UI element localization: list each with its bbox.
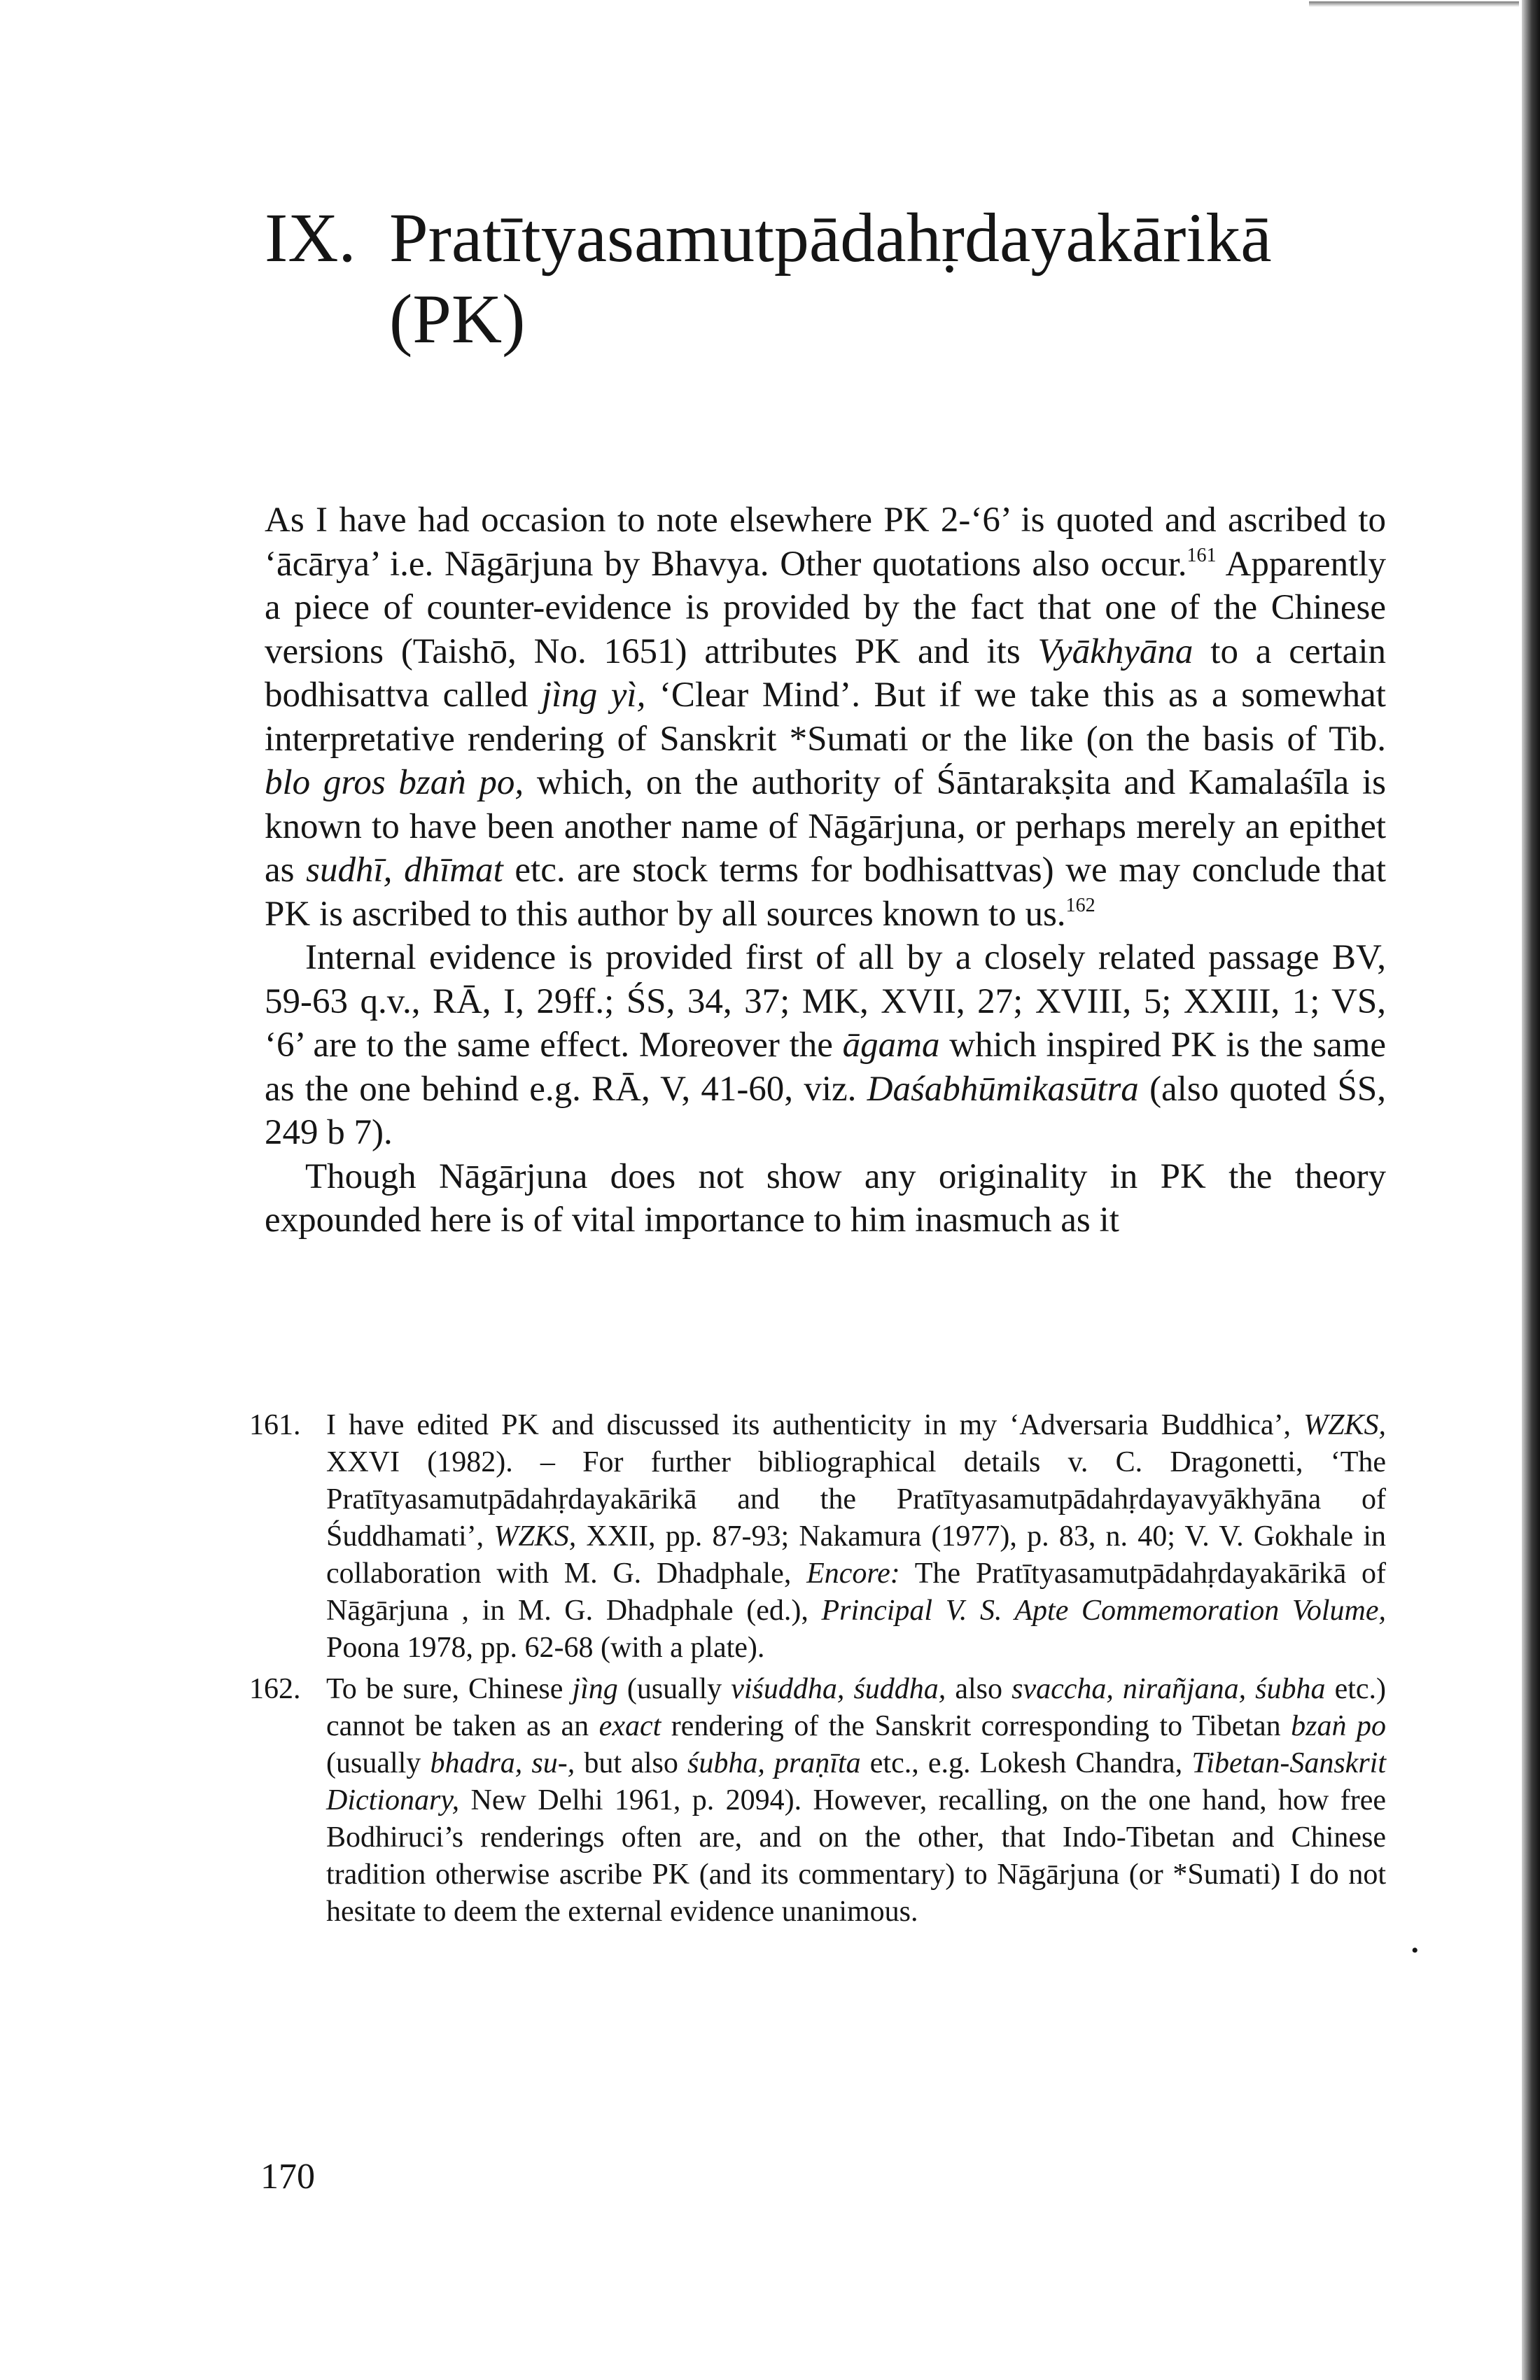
text-run: to a certain bodhisattva called	[265, 631, 1386, 715]
chapter-number: IX.	[265, 199, 356, 276]
text-run: etc. are stock terms for bodhisattvas) we may conclude that PK is ascribed to this author by all sources known to us.	[265, 850, 1387, 934]
italic-run: Principal V. S. Apte Commemoration Volume,	[821, 1595, 1386, 1627]
text-run: (also quoted ŚS, 249 b 7).	[265, 1069, 1386, 1152]
italic-run: Tibetan-Sanskrit Dictionary,	[326, 1747, 1387, 1816]
chapter-abbreviation: (PK)	[389, 280, 526, 358]
italic-run: āgama	[842, 1026, 940, 1065]
italic-run: exact	[598, 1710, 662, 1742]
paragraph-1	[265, 498, 1386, 936]
italic-run: blo gros bzaṅ po,	[265, 763, 524, 802]
main-text	[265, 498, 1386, 1242]
text-run: Though Nāgārjuna does not show any originality in PK the theory expounded here is of vital importance to him inasmuch as it	[265, 1156, 1386, 1240]
text-run: rendering of the Sanskrit corresponding to Tibetan	[661, 1710, 1292, 1742]
italic-run: svaccha, nirañjana, śubha	[1011, 1673, 1326, 1705]
text-run: (usually	[326, 1747, 430, 1779]
text-run: The Pratītyasamutpādahṛdayakārikā of Nāgārjuna , in M. G. Dhadphale (ed.),	[326, 1558, 1386, 1627]
margin-dot: •	[1411, 1939, 1419, 1962]
page-number: 170	[260, 2157, 315, 2197]
paragraph-3	[265, 1155, 1386, 1242]
text-run: also	[946, 1673, 1012, 1705]
italic-run: sudhī, dhīmat	[306, 850, 503, 890]
text-run: Poona 1978, pp. 62-68 (with a plate).	[326, 1632, 765, 1664]
text-run: As I have had occasion to note elsewhere PK 2-‘6’ is quoted and ascribed to ‘ācārya’ i.e. Nāgārjuna by Bhavya. Other quotations also occur.	[265, 500, 1386, 584]
text-run: XXVI (1982). – For further bibliographical details v. C. Dragonetti, ‘The Pratītyasamutpādahṛdayakārikā and the Pratītyasamutpādahṛdayavyākhyāna of Śuddhamati’,	[326, 1446, 1386, 1553]
text-run: To be sure, Chinese	[326, 1673, 573, 1705]
footnote-text	[326, 1671, 1386, 1931]
text-run: New Delhi 1961, p. 2094). However, recalling, on the one hand, how free Bodhiruci’s renderings often are, and on the other, that Indo-Tibetan and Chinese tradition otherwise ascribe PK (and its commentary) to Nāgārjuna (or *Sumati) I do not hesitate to deem the external evidence unanimous.	[326, 1784, 1386, 1928]
italic-run: bzaṅ po	[1291, 1710, 1386, 1742]
footnote-number: 162.	[249, 1673, 301, 1705]
scan-artifact	[1309, 1, 1519, 7]
italic-run: WZKS,	[1303, 1409, 1386, 1441]
footnote-text	[326, 1407, 1386, 1667]
italic-run: jìng	[572, 1673, 618, 1705]
footnote-ref-161: 161	[1186, 544, 1217, 566]
chapter-title: Pratītyasamutpādahṛdayakārikā	[389, 199, 1272, 276]
text-run: I have edited PK and discussed its authenticity in my ‘Adversaria Buddhica’,	[326, 1409, 1304, 1441]
text-run: but also	[575, 1747, 687, 1779]
page-edge-shadow	[1522, 0, 1540, 2380]
text-run: (usually	[617, 1673, 732, 1705]
italic-run: bhadra, su-,	[430, 1747, 575, 1779]
italic-run: śubha, praṇīta	[687, 1747, 861, 1779]
text-run: which inspired PK is the same as the one behind e.g. RĀ, V, 41-60, viz.	[265, 1026, 1387, 1109]
footnote-ref-162: 162	[1065, 894, 1096, 916]
chapter-heading	[265, 197, 1371, 360]
text-run: XXII, pp. 87-93; Nakamura (1977), p. 83, n. 40; V. V. Gokhale in collaboration with M. G. Dhadphale,	[326, 1520, 1386, 1590]
text-run: ‘Clear Mind’. But if we take this as a somewhat interpretative rendering of Sanskrit *Sumati or the like (on the basis of Tib.	[265, 676, 1386, 759]
paragraph-2	[265, 936, 1386, 1155]
italic-run: Daśabhūmikasūtra	[867, 1069, 1139, 1109]
text-run: Apparently a piece of counter-evidence is provided by the fact that one of the Chinese versions (Taishō, No. 1651) attributes PK and its	[265, 544, 1386, 671]
italic-run: jìng yì,	[541, 676, 646, 715]
footnote-161	[249, 1407, 1386, 1667]
text-run: which, on the authority of Śāntarakṣita and Kamalaśīla is known to have been another name of Nāgārjuna, or perhaps merely an epithet as	[265, 763, 1386, 890]
italic-run: WZKS,	[493, 1520, 577, 1553]
footnote-number: 161.	[249, 1409, 301, 1441]
text-run: Internal evidence is provided first of all by a closely related passage BV, 59-63 q.v., RĀ, I, 29ff.; ŚS, 34, 37; MK, XVII, 27; XVIII, 5; XXIII, 1; VS, ‘6’ are to the same effect. Moreover the	[265, 938, 1386, 1065]
italic-run: Vyākhyāna	[1037, 631, 1194, 671]
text-run: etc.) cannot be taken as an	[326, 1673, 1387, 1742]
footnotes	[249, 1407, 1386, 1935]
italic-run: Encore:	[806, 1558, 900, 1590]
italic-run: viśuddha, śuddha,	[731, 1673, 946, 1705]
footnote-162	[249, 1671, 1386, 1931]
text-run: etc., e.g. Lokesh Chandra,	[860, 1747, 1192, 1779]
